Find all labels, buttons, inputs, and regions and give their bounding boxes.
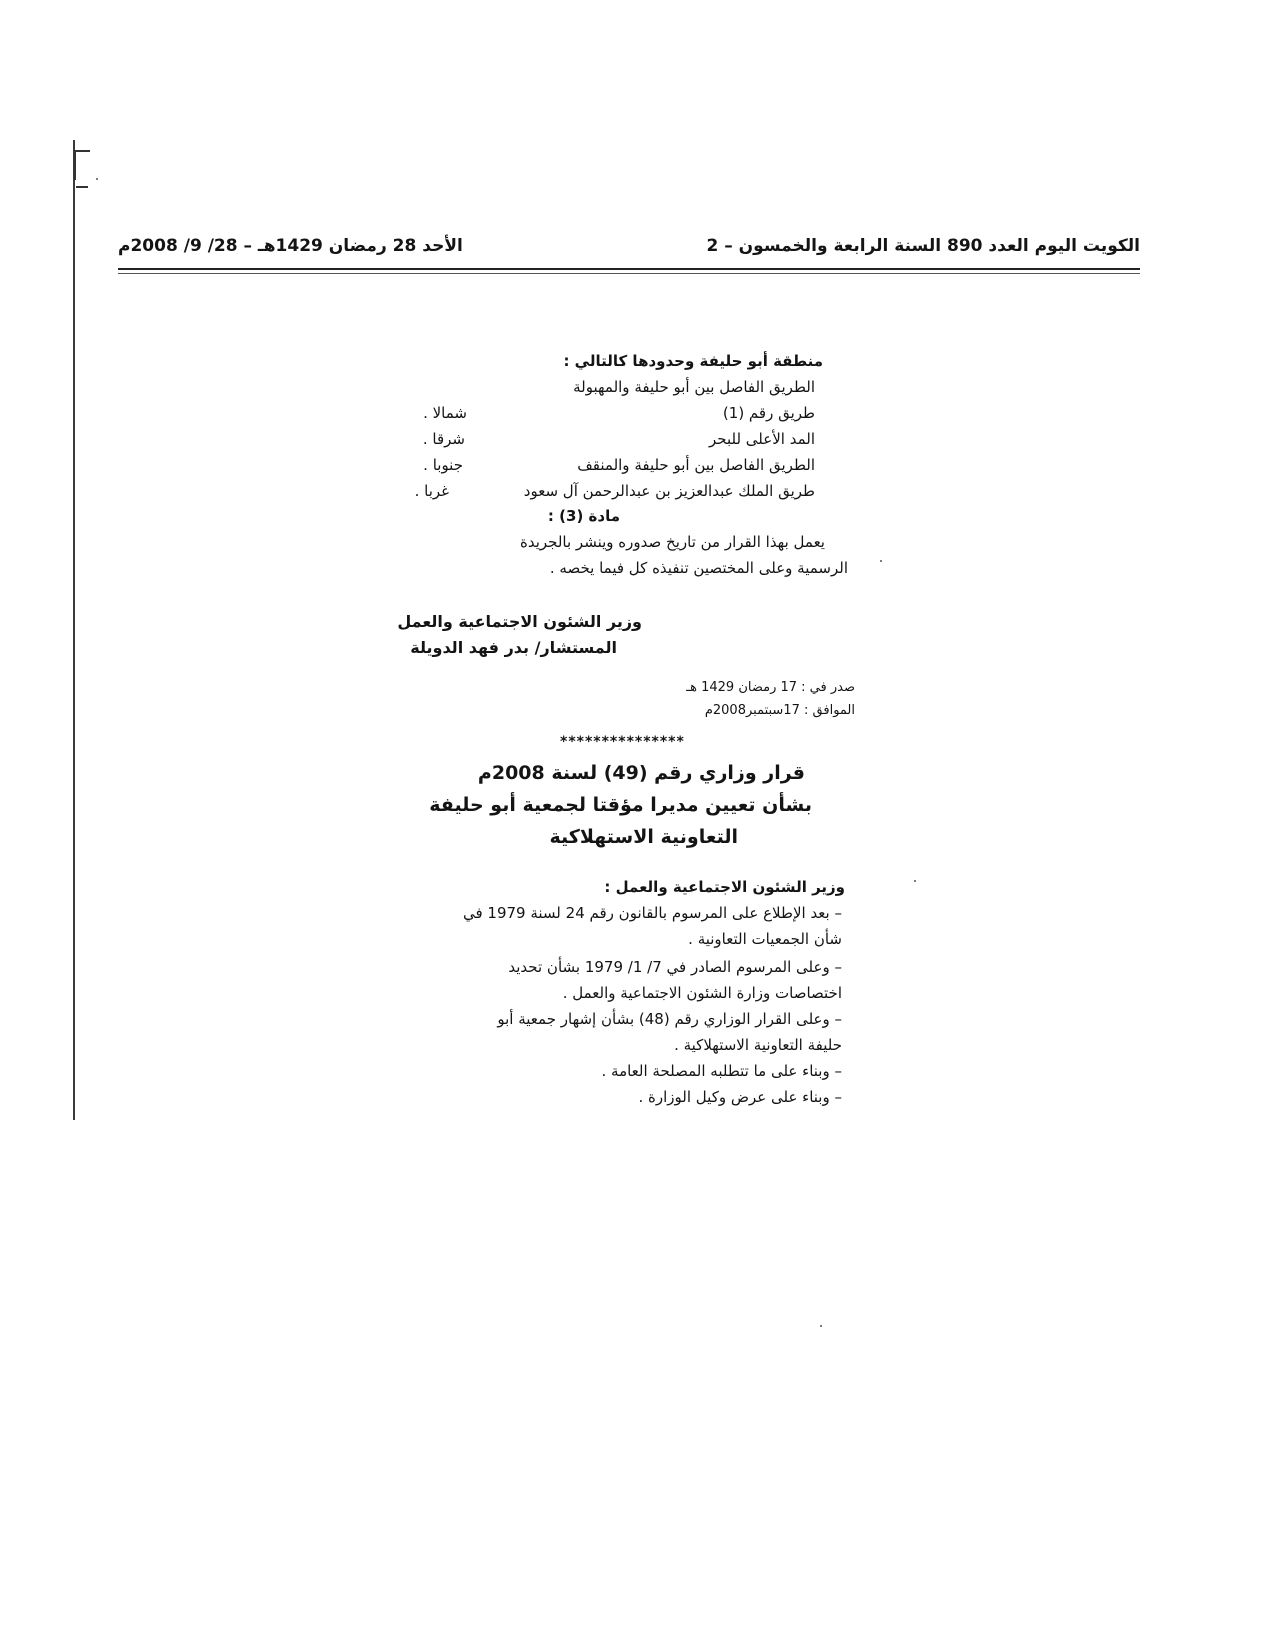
article-3-title: مادة (3) :: [547, 507, 620, 525]
region-line-1: الطريق الفاصل بين أبو حليفة والمهبولة: [573, 378, 815, 396]
issued-gregorian-date: الموافق : 17سبتمبر2008م: [704, 703, 855, 718]
article-3-line-2: الرسمية وعلى المختصين تنفيذه كل فيما يخصه .: [549, 559, 848, 577]
region-line-5: طريق الملك عبدالعزيز بن عبدالرحمن آل سعود: [523, 482, 815, 500]
decree-title-line-2: بشأن تعيين مديرا مؤقتا لجمعية أبو حليفة: [429, 794, 812, 816]
section-separator: ***************: [560, 734, 685, 750]
region-line-4: الطريق الفاصل بين أبو حليفة والمنقف: [577, 456, 815, 474]
issued-hijri-date: صدر في : 17 رمضان 1429 هـ: [686, 680, 855, 695]
decree-title-line-1: قرار وزاري رقم (49) لسنة 2008م: [477, 762, 805, 784]
decree-minister: وزير الشئون الاجتماعية والعمل :: [604, 878, 845, 896]
region-line-2: طريق رقم (1): [722, 404, 815, 422]
region-line-3: المد الأعلى للبحر: [709, 430, 815, 448]
region-line-5-dir: غربا .: [414, 482, 449, 500]
region-line-4-dir: جنوبا .: [423, 456, 463, 474]
decree-para-3a: – وعلى القرار الوزاري رقم (48) بشأن إشهار جمعية أبو: [497, 1010, 842, 1028]
scan-bracket-mark-2: [76, 186, 88, 210]
header-issue-info: الكويت اليوم العدد 890 السنة الرابعة والخمسون – 2: [706, 236, 1140, 256]
decree-para-1b: شأن الجمعيات التعاونية .: [688, 930, 842, 948]
decree-para-1a: – بعد الإطلاع على المرسوم بالقانون رقم 24 لسنة 1979 في: [462, 904, 842, 922]
article-3-line-1: يعمل بهذا القرار من تاريخ صدوره وينشر بالجريدة: [519, 533, 825, 551]
decree-para-2a: – وعلى المرسوم الصادر في 7/ 1/ 1979 بشأن تحديد: [508, 958, 842, 976]
scan-speck: [96, 178, 98, 180]
region-line-2-dir: شمالا .: [423, 404, 467, 422]
scan-speck: [820, 1325, 822, 1327]
decree-title-line-3: التعاونية الاستهلاكية: [549, 826, 738, 848]
signature-name: المستشار/ بدر فهد الدويلة: [410, 638, 617, 657]
scan-margin-line: [73, 140, 75, 1120]
signature-title: وزير الشئون الاجتماعية والعمل: [397, 612, 642, 631]
decree-para-2b: اختصاصات وزارة الشئون الاجتماعية والعمل .: [562, 984, 842, 1002]
decree-para-5: – وبناء على عرض وكيل الوزارة .: [638, 1088, 842, 1106]
decree-para-3b: حليفة التعاونية الاستهلاكية .: [674, 1036, 842, 1054]
scan-speck: [914, 880, 916, 882]
scan-bracket-mark: [74, 150, 90, 180]
decree-para-4: – وبناء على ما تتطلبه المصلحة العامة .: [601, 1062, 842, 1080]
scan-speck: [880, 560, 882, 562]
region-line-3-dir: شرقا .: [422, 430, 465, 448]
header-rule: [118, 268, 1140, 270]
header-rule-thin: [118, 273, 1140, 274]
header-date: الأحد 28 رمضان 1429هـ – 28/ 9/ 2008م: [118, 236, 463, 256]
region-intro: منطقة أبو حليفة وحدودها كالتالي :: [563, 352, 823, 370]
